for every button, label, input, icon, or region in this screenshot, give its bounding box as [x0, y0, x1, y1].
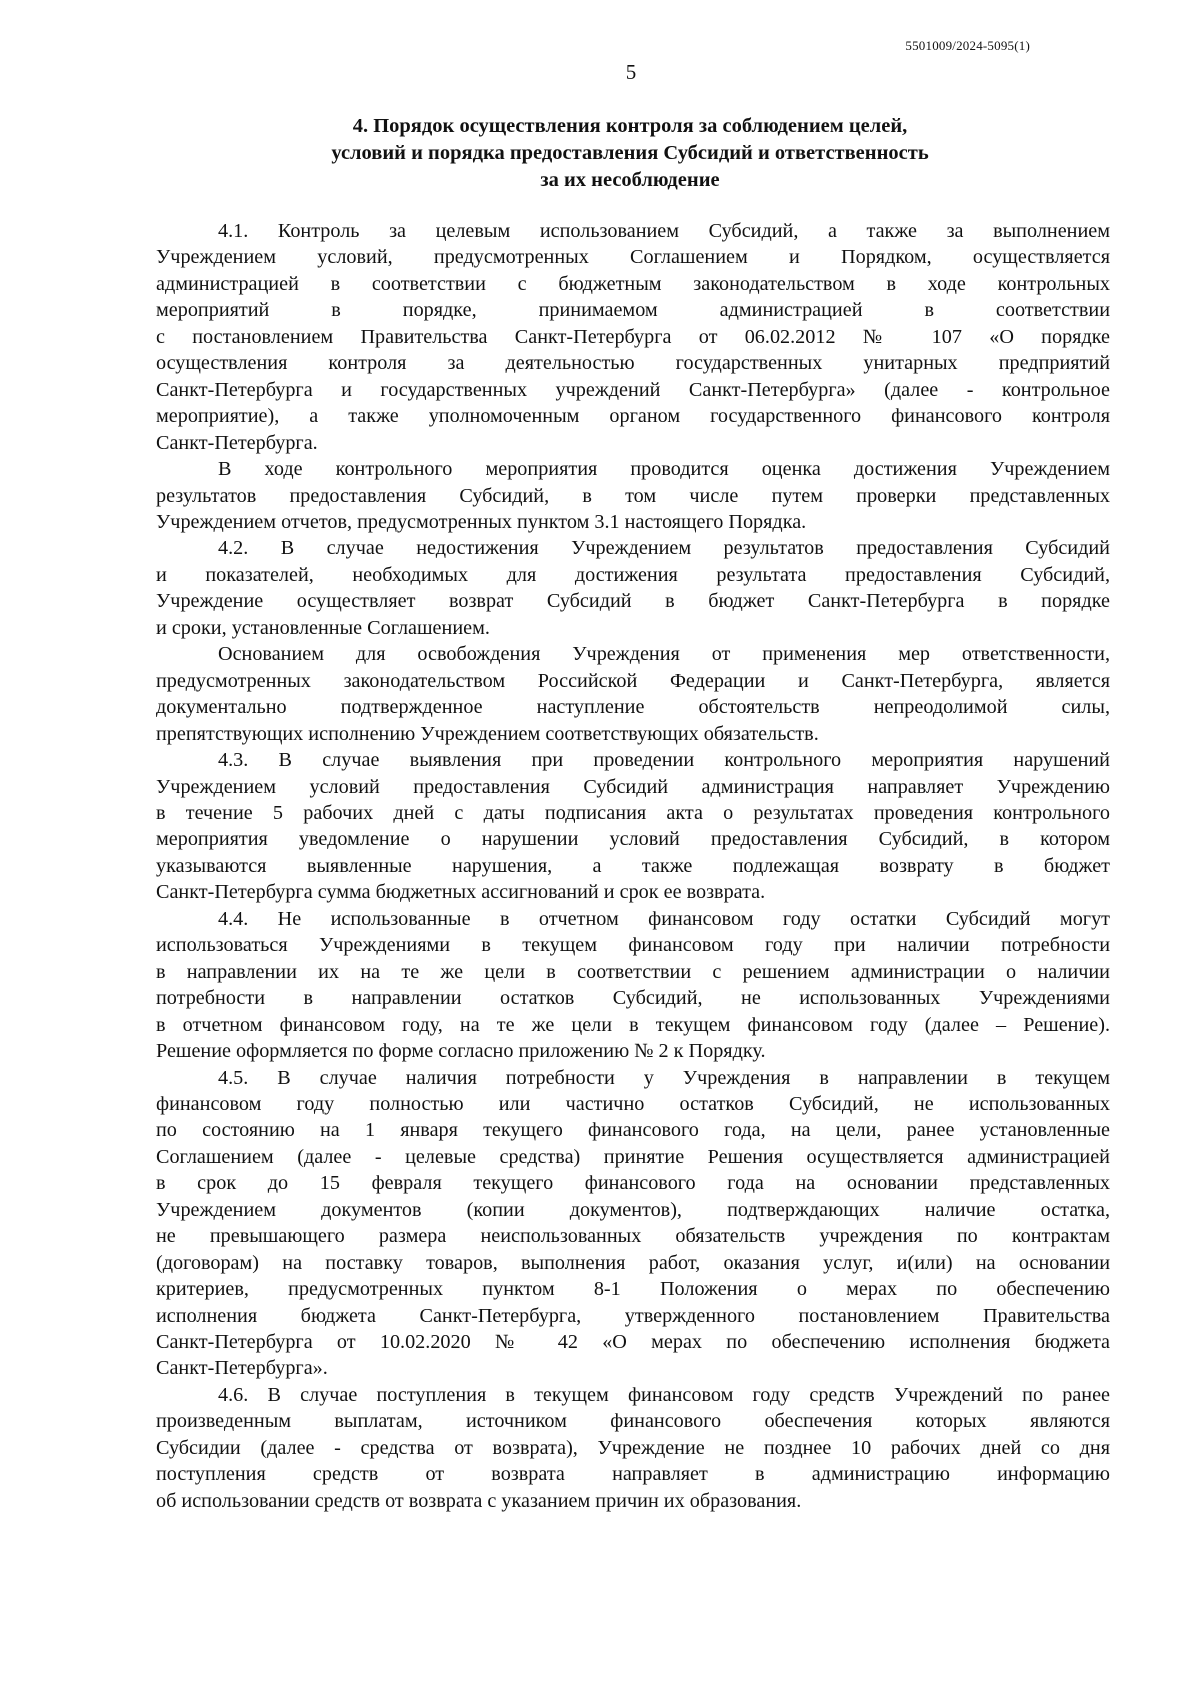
paragraph	[156, 218, 1110, 456]
section-heading-line: за их несоблюдение	[540, 169, 720, 191]
paragraph-line: Санкт-Петербурга сумма бюджетных ассигнований и срок ее возврата.	[156, 881, 766, 904]
paragraph-line: Санкт-Петербурга от 10.02.2020 № 42 «О мерах по обеспечению исполнения бюджета	[156, 1331, 1110, 1354]
paragraph-line: Решение оформляется по форме согласно приложению № 2 к Порядку.	[156, 1040, 766, 1063]
paragraph-line: и сроки, установленные Соглашением.	[156, 616, 490, 639]
paragraph-line: использоваться Учреждениями в текущем финансовом году при наличии потребности	[156, 934, 1110, 957]
paragraph-line: мероприятия уведомление о нарушении условий предоставления Субсидий, в котором	[156, 828, 1110, 851]
paragraph-line: препятствующих исполнению Учреждением соответствующих обязательств.	[156, 722, 819, 745]
paragraph-line: по состоянию на 1 января текущего финансового года, на цели, ранее установленные	[156, 1119, 1110, 1142]
paragraph-line: Учреждением документов (копии документов), подтверждающих наличие остатка,	[156, 1198, 1110, 1221]
paragraph-line: администрацией в соответствии с бюджетным законодательством в ходе контрольных	[156, 272, 1110, 295]
paragraph	[156, 1382, 1110, 1514]
paragraph-line: 4.4. Не использованные в отчетном финансовом году остатки Субсидий могут	[218, 907, 1110, 930]
paragraph	[156, 906, 1110, 1065]
paragraph-line: Субсидии (далее - средства от возврата), Учреждение не позднее 10 рабочих дней со дня	[156, 1436, 1110, 1459]
paragraph-line: не превышающего размера неиспользованных обязательств учреждения по контрактам	[156, 1225, 1110, 1248]
section-heading	[180, 113, 1080, 194]
paragraph-line: документально подтвержденное наступление обстоятельств непреодолимой силы,	[156, 696, 1110, 719]
paragraph-line: финансовом году полностью или частично остатков Субсидий, не использованных	[156, 1092, 1110, 1115]
paragraph	[156, 456, 1110, 535]
paragraph-line: 4.1. Контроль за целевым использованием Субсидий, а также за выполнением	[218, 220, 1110, 242]
paragraph-line: Учреждением условий, предусмотренных Соглашением и Порядком, осуществляется	[156, 246, 1110, 269]
section-heading-line: условий и порядка предоставления Субсидий и ответственность	[331, 142, 929, 164]
section-heading-line: 4. Порядок осуществления контроля за соблюдением целей,	[352, 115, 908, 137]
paragraph	[156, 747, 1110, 906]
paragraph-line: в срок до 15 февраля текущего финансового года на основании представленных	[156, 1172, 1110, 1195]
paragraph	[156, 641, 1110, 747]
paragraph-line: в направлении их на те же цели в соответствии с решением администрации о наличии	[156, 960, 1110, 983]
paragraph-line: предусмотренных законодательством Российской Федерации и Санкт-Петербурга, является	[156, 669, 1110, 692]
paragraph	[156, 1065, 1110, 1382]
paragraph-line: в отчетном финансовом году, на те же цели в текущем финансовом году (далее – Решение).	[156, 1013, 1110, 1036]
paragraph-line: 4.2. В случае недостижения Учреждением результатов предоставления Субсидий	[218, 537, 1110, 560]
body-text	[156, 218, 1110, 1514]
paragraph-line: результатов предоставления Субсидий, в том числе путем проверки представленных	[156, 484, 1110, 507]
paragraph-line: Учреждение осуществляет возврат Субсидий в бюджет Санкт-Петербурга в порядке	[156, 590, 1110, 613]
page-number: 5	[625, 60, 637, 84]
paragraph-line: Соглашением (далее - целевые средства) принятие Решения осуществляется администрацией	[156, 1145, 1110, 1168]
paragraph-line: потребности в направлении остатков Субсидий, не использованных Учреждениями	[156, 987, 1110, 1010]
paragraph-line: мероприятие), а также уполномоченным органом государственного финансового контроля	[156, 405, 1110, 428]
paragraph-line: 4.5. В случае наличия потребности у Учреждения в направлении в текущем	[218, 1066, 1110, 1089]
paragraph-line: Учреждением отчетов, предусмотренных пунктом 3.1 настоящего Порядка.	[156, 510, 807, 533]
paragraph-line: Санкт-Петербурга и государственных учреждений Санкт-Петербурга» (далее - контрольное	[156, 378, 1110, 401]
paragraph-line: (договорам) на поставку товаров, выполнения работ, оказания услуг, и(или) на основании	[156, 1251, 1110, 1274]
paragraph-line: мероприятий в порядке, принимаемом администрацией в соответствии	[156, 299, 1110, 322]
paragraph-line: и показателей, необходимых для достижения результата предоставления Субсидий,	[156, 563, 1110, 586]
paragraph-line: осуществления контроля за деятельностью государственных унитарных предприятий	[156, 352, 1110, 375]
paragraph-line: Санкт-Петербурга».	[156, 1357, 328, 1380]
paragraph-line: с постановлением Правительства Санкт-Петербурга от 06.02.2012 № 107 «О порядке	[156, 325, 1110, 348]
paragraph-line: произведенным выплатам, источником финансового обеспечения которых являются	[156, 1410, 1110, 1433]
paragraph-line: Основанием для освобождения Учреждения от применения мер ответственности,	[218, 643, 1110, 666]
paragraph-line: критериев, предусмотренных пунктом 8-1 Положения о мерах по обеспечению	[156, 1278, 1110, 1301]
paragraph-line: в течение 5 рабочих дней с даты подписания акта о результатах проведения контрольного	[156, 801, 1110, 824]
paragraph-line: В ходе контрольного мероприятия проводится оценка достижения Учреждением	[218, 458, 1110, 481]
paragraph-line: 4.3. В случае выявления при проведении контрольного мероприятия нарушений	[218, 749, 1110, 772]
paragraph-line: указываются выявленные нарушения, а также подлежащая возврату в бюджет	[156, 854, 1110, 877]
paragraph-line: об использовании средств от возврата с указанием причин их образования.	[156, 1489, 802, 1512]
paragraph-line: исполнения бюджета Санкт-Петербурга, утвержденного постановлением Правительства	[156, 1304, 1110, 1327]
paragraph-line: 4.6. В случае поступления в текущем финансовом году средств Учреждений по ранее	[218, 1383, 1110, 1406]
paragraph	[156, 535, 1110, 641]
paragraph-line: поступления средств от возврата направляет в администрацию информацию	[156, 1463, 1110, 1486]
document-number: 5501009/2024-5095(1)	[905, 38, 1030, 53]
paragraph-line: Санкт-Петербурга.	[156, 431, 318, 454]
paragraph-line: Учреждением условий предоставления Субсидий администрация направляет Учреждению	[156, 775, 1110, 798]
